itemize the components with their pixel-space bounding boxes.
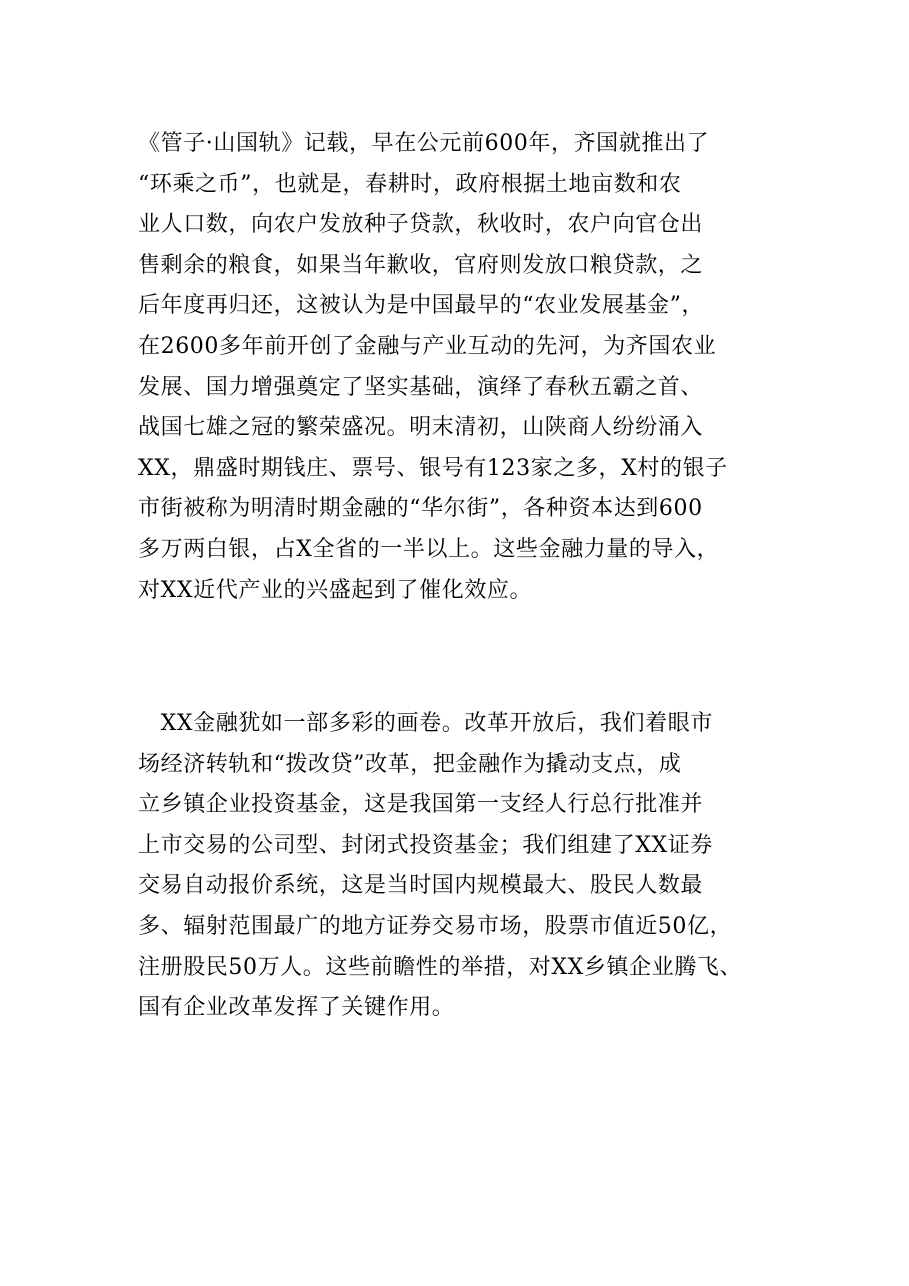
text-line: 多万两白银，占X全省的一半以上。这些金融力量的导入，: [138, 536, 720, 562]
text-line: 业人口数，向农户发放种子贷款，秋收时，农户向官仓出: [138, 212, 704, 238]
text-line: 交易自动报价系统，这是当时国内规模最大、股民人数最: [138, 873, 704, 899]
text-line: XX金融犹如一部多彩的画卷。改革开放后，我们着眼市: [138, 711, 713, 736]
text-line: 发展、国力增强奠定了坚实基础，演绎了春秋五霸之首、: [138, 374, 704, 400]
text-line: 注册股民50万人。这些前瞻性的举措，对XX乡镇企业腾飞、: [138, 954, 743, 980]
text-line: 多、辐射范围最广的地方证券交易市场，股票市值近50亿，: [138, 913, 733, 939]
text-line: 上市交易的公司型、封闭式投资基金；我们组建了XX证券: [138, 832, 713, 858]
text-line: 后年度再归还，这被认为是中国最早的“农业发展基金”，: [138, 293, 705, 319]
text-line: 《管子·山国轨》记载，早在公元前600年，齐国就推出了: [138, 131, 710, 156]
text-line: 国有企业改革发挥了关键作用。: [138, 995, 455, 1021]
text-line: 立乡镇企业投资基金，这是我国第一支经人行总行批准并: [138, 792, 704, 818]
text-line: “环乘之币”，也就是，春耕时，政府根据土地亩数和农: [138, 171, 682, 197]
text-line: 场经济转轨和“拨改贷”改革，把金融作为撬动支点，成: [138, 751, 682, 777]
text-line: 对XX近代产业的兴盛起到了催化效应。: [138, 577, 533, 603]
text-line: 战国七雄之冠的繁荣盛况。明末清初，山陕商人纷纷涌入: [138, 415, 704, 441]
text-line: XX，鼎盛时期钱庄、票号、银号有123家之多，X村的银子: [138, 455, 728, 481]
paragraph-2: [138, 704, 778, 1029]
paragraph-1: [138, 124, 778, 611]
text-line: 在2600多年前开创了金融与产业互动的先河，为齐国农业: [138, 333, 717, 359]
text-line: 售剩余的粮食，如果当年歉收，官府则发放口粮贷款，之: [138, 252, 704, 278]
text-line: 市街被称为明清时期金融的“华尔街”，各种资本达到600: [138, 496, 703, 522]
